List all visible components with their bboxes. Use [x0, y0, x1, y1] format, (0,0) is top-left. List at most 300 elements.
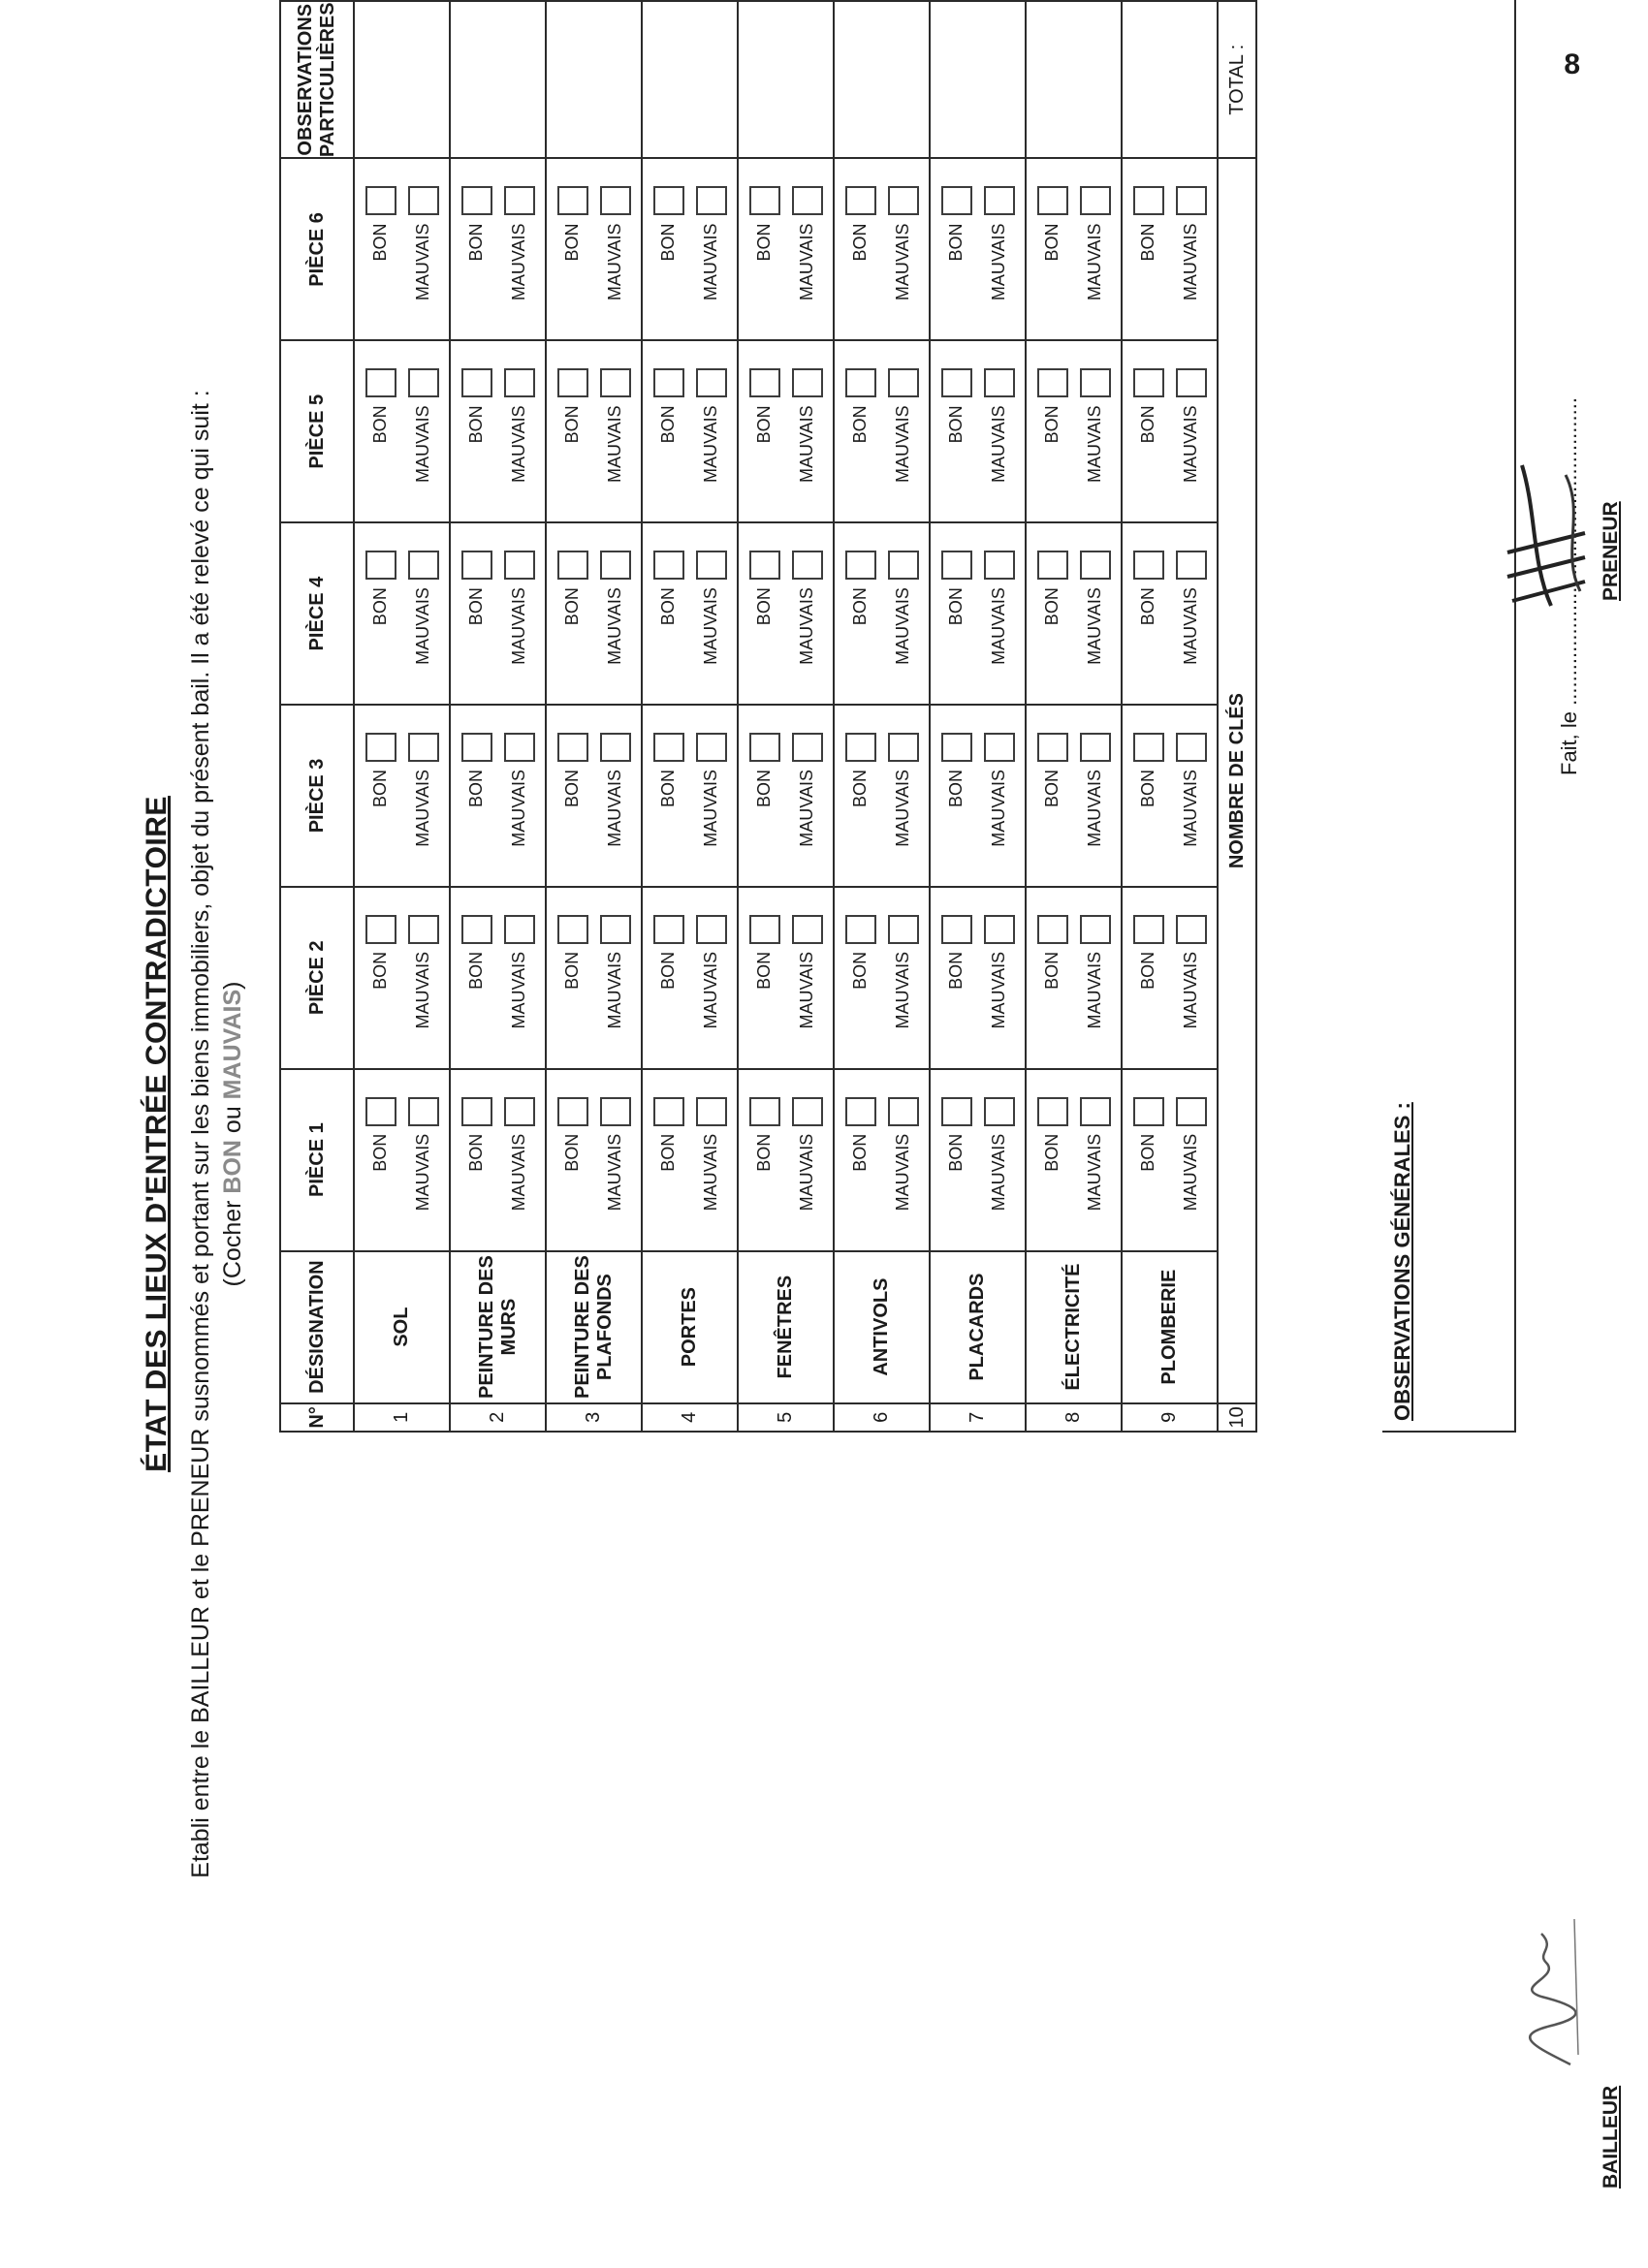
observations-cell[interactable] — [354, 1, 450, 158]
checkbox-bon[interactable] — [653, 915, 684, 944]
checkbox-bon[interactable] — [749, 915, 780, 944]
keys-row — [1218, 1, 1256, 1432]
piece-options — [456, 1070, 541, 1250]
checkbox-bon[interactable] — [557, 915, 588, 944]
option-label: MAUVAIS — [1181, 1133, 1200, 1212]
option-bon — [552, 341, 594, 521]
checkbox-bon[interactable] — [1037, 915, 1068, 944]
checkbox-mauvais[interactable] — [696, 1097, 727, 1126]
piece-options — [648, 159, 733, 339]
option-label: MAUVAIS — [989, 405, 1008, 484]
checkbox-bon[interactable] — [557, 733, 588, 762]
piece-cell — [834, 1069, 930, 1251]
checkbox-mauvais[interactable] — [600, 186, 631, 215]
option-bon — [648, 159, 690, 339]
option-bon — [648, 1070, 690, 1250]
piece-options — [1031, 159, 1117, 339]
piece-options — [456, 706, 541, 886]
option-label: MAUVAIS — [797, 770, 816, 847]
checkbox-mauvais[interactable] — [888, 733, 919, 762]
piece-cell — [450, 1069, 546, 1251]
piece-cell — [1122, 340, 1218, 522]
checkbox-bon[interactable] — [461, 368, 492, 397]
piece-options — [1031, 888, 1117, 1068]
option-label: MAUVAIS — [1085, 587, 1104, 665]
option-label: BON — [1042, 223, 1062, 262]
option-bon — [1127, 888, 1170, 1068]
option-mauvais — [402, 1070, 445, 1250]
piece-cell — [930, 158, 1026, 340]
checkbox-mauvais[interactable] — [1080, 186, 1111, 215]
option-bon — [360, 159, 402, 339]
form-heading — [141, 0, 247, 2268]
checkbox-mauvais[interactable] — [504, 915, 535, 944]
option-label: MAUVAIS — [1181, 405, 1200, 484]
checkbox-bon[interactable] — [653, 1097, 684, 1126]
piece-cell — [546, 1069, 642, 1251]
option-label: BON — [370, 770, 390, 808]
piece-options — [744, 159, 829, 339]
option-label: MAUVAIS — [989, 770, 1008, 847]
checkbox-bon[interactable] — [461, 733, 492, 762]
checkbox-mauvais[interactable] — [1176, 915, 1207, 944]
piece-cell — [1122, 158, 1218, 340]
checkbox-mauvais[interactable] — [504, 368, 535, 397]
piece-options — [840, 159, 925, 339]
checkbox-mauvais[interactable] — [504, 186, 535, 215]
checkbox-mauvais[interactable] — [504, 733, 535, 762]
option-mauvais — [690, 523, 733, 704]
checkbox-bon[interactable] — [1133, 551, 1164, 580]
row-number: 7 — [930, 1403, 1026, 1432]
checkbox-bon[interactable] — [461, 1097, 492, 1126]
option-mauvais — [498, 1070, 541, 1250]
piece-options — [456, 888, 541, 1068]
checkbox-bon[interactable] — [557, 368, 588, 397]
checkbox-bon[interactable] — [845, 551, 876, 580]
option-bon — [840, 1070, 882, 1250]
option-label: MAUVAIS — [509, 405, 528, 484]
checkbox-bon[interactable] — [365, 551, 396, 580]
option-label: BON — [658, 223, 678, 262]
piece-options — [744, 888, 829, 1068]
piece-cell — [450, 705, 546, 887]
option-bon — [744, 341, 786, 521]
checkbox-mauvais[interactable] — [600, 551, 631, 580]
option-bon — [360, 341, 402, 521]
option-label: BON — [658, 770, 678, 808]
checkbox-mauvais[interactable] — [888, 551, 919, 580]
row-number: 3 — [546, 1403, 642, 1432]
instruction-prefix: (Cocher — [219, 1193, 246, 1287]
checkbox-bon[interactable] — [365, 1097, 396, 1126]
checkbox-mauvais[interactable] — [792, 186, 823, 215]
option-mauvais — [882, 1070, 925, 1250]
checkbox-bon[interactable] — [941, 368, 972, 397]
checkbox-mauvais[interactable] — [408, 186, 439, 215]
piece-options — [1031, 523, 1117, 704]
general-observations-label: OBSERVATIONS GÉNÉRALES : — [1390, 1102, 1414, 1421]
option-mauvais — [594, 1070, 637, 1250]
option-mauvais — [1074, 706, 1117, 886]
piece-options — [456, 341, 541, 521]
intro-text: Etabli entre le BAILLEUR et le PRENEUR susnommés et portant sur les biens immobiliers, objet du présent bail. Il a été relevé ce qui suit : — [187, 390, 214, 1878]
piece-options — [552, 523, 637, 704]
observations-cell[interactable] — [1122, 1, 1218, 158]
piece-cell — [1122, 705, 1218, 887]
option-mauvais — [978, 706, 1021, 886]
checkbox-mauvais[interactable] — [1080, 368, 1111, 397]
option-label: MAUVAIS — [605, 1133, 624, 1212]
option-mauvais — [978, 341, 1021, 521]
instruction-suffix: ) — [219, 981, 246, 990]
checkbox-mauvais[interactable] — [1176, 1097, 1207, 1126]
checkbox-bon[interactable] — [941, 1097, 972, 1126]
option-label: BON — [754, 770, 774, 808]
date-line: Fait, le .................................................... — [1557, 397, 1581, 775]
option-bon — [456, 523, 498, 704]
checkbox-bon[interactable] — [845, 1097, 876, 1126]
option-mauvais — [1170, 706, 1213, 886]
checkbox-bon[interactable] — [557, 1097, 588, 1126]
option-bon — [456, 159, 498, 339]
option-label: BON — [1138, 223, 1157, 262]
checkbox-mauvais[interactable] — [504, 551, 535, 580]
option-bon — [840, 888, 882, 1068]
option-label: BON — [754, 951, 774, 990]
option-label: MAUVAIS — [797, 1133, 816, 1212]
piece-options — [935, 341, 1021, 521]
row-designation: PLACARDS — [930, 1251, 1026, 1403]
option-label: MAUVAIS — [893, 951, 912, 1029]
document-title: ÉTAT DES LIEUX D'ENTRÉE CONTRADICTOIRE — [141, 796, 173, 1472]
piece-options — [840, 523, 925, 704]
checkbox-bon[interactable] — [1133, 368, 1164, 397]
checkbox-bon[interactable] — [1133, 186, 1164, 215]
option-label: MAUVAIS — [701, 223, 720, 301]
option-label: MAUVAIS — [413, 587, 432, 665]
piece-options — [1127, 1070, 1213, 1250]
header-no: N° — [280, 1403, 354, 1432]
option-label: BON — [754, 223, 774, 262]
checkbox-bon[interactable] — [749, 1097, 780, 1126]
checkbox-mauvais[interactable] — [888, 1097, 919, 1126]
option-label: MAUVAIS — [509, 1133, 528, 1212]
option-label: MAUVAIS — [1085, 1133, 1104, 1212]
checkbox-bon[interactable] — [749, 368, 780, 397]
checkbox-mauvais[interactable] — [696, 368, 727, 397]
checkbox-mauvais[interactable] — [504, 1097, 535, 1126]
preneur-signature-icon — [1493, 446, 1600, 620]
checkbox-bon[interactable] — [1037, 733, 1068, 762]
checkbox-bon[interactable] — [557, 551, 588, 580]
option-mauvais — [690, 1070, 733, 1250]
checkbox-mauvais[interactable] — [1080, 733, 1111, 762]
checkbox-mauvais[interactable] — [888, 368, 919, 397]
option-label: MAUVAIS — [413, 405, 432, 484]
option-bon — [1031, 1070, 1074, 1250]
checkbox-bon[interactable] — [461, 551, 492, 580]
option-label: BON — [850, 405, 870, 444]
checkbox-bon[interactable] — [1133, 733, 1164, 762]
observations-cell[interactable] — [930, 1, 1026, 158]
checkbox-mauvais[interactable] — [888, 186, 919, 215]
table-row — [930, 1, 1026, 1432]
option-label: BON — [850, 770, 870, 808]
checkbox-bon[interactable] — [365, 186, 396, 215]
option-mauvais — [882, 523, 925, 704]
piece-options — [744, 706, 829, 886]
option-label: BON — [754, 405, 774, 444]
checkbox-mauvais[interactable] — [408, 368, 439, 397]
checkbox-bon[interactable] — [749, 186, 780, 215]
option-label: MAUVAIS — [1181, 951, 1200, 1029]
checkbox-bon[interactable] — [1037, 1097, 1068, 1126]
piece-options — [840, 341, 925, 521]
checkbox-bon[interactable] — [1133, 915, 1164, 944]
checkbox-bon[interactable] — [941, 733, 972, 762]
checkbox-mauvais[interactable] — [984, 733, 1015, 762]
row-number: 4 — [642, 1403, 738, 1432]
option-mauvais — [786, 341, 829, 521]
table-row — [354, 1, 450, 1432]
checkbox-bon[interactable] — [1037, 551, 1068, 580]
option-label: MAUVAIS — [1181, 770, 1200, 847]
checkbox-mauvais[interactable] — [600, 1097, 631, 1126]
checkbox-mauvais[interactable] — [984, 368, 1015, 397]
observations-cell[interactable] — [738, 1, 834, 158]
row-designation: ÉLECTRICITÉ — [1026, 1251, 1122, 1403]
instruction-middle: ou — [219, 1099, 246, 1141]
piece-cell — [738, 1069, 834, 1251]
option-bon — [935, 1070, 978, 1250]
header-observations: OBSERVATIONS PARTICULIÈRES — [280, 1, 354, 158]
row-number: 1 — [354, 1403, 450, 1432]
option-bon — [935, 523, 978, 704]
observations-cell[interactable] — [642, 1, 738, 158]
checkbox-bon[interactable] — [749, 551, 780, 580]
option-label: MAUVAIS — [509, 223, 528, 301]
checkbox-mauvais[interactable] — [408, 551, 439, 580]
option-label: BON — [1042, 405, 1062, 444]
checkbox-bon[interactable] — [461, 915, 492, 944]
piece-options — [935, 1070, 1021, 1250]
option-mauvais — [978, 523, 1021, 704]
checkbox-mauvais[interactable] — [408, 733, 439, 762]
checkbox-mauvais[interactable] — [984, 915, 1015, 944]
checkbox-bon[interactable] — [845, 915, 876, 944]
option-label: MAUVAIS — [893, 223, 912, 301]
checkbox-mauvais[interactable] — [792, 915, 823, 944]
checkbox-bon[interactable] — [461, 186, 492, 215]
option-mauvais — [690, 159, 733, 339]
option-label: MAUVAIS — [701, 770, 720, 847]
piece-options — [744, 341, 829, 521]
piece-options — [648, 888, 733, 1068]
checkbox-bon[interactable] — [845, 186, 876, 215]
observations-cell[interactable] — [450, 1, 546, 158]
option-mauvais — [498, 888, 541, 1068]
option-bon — [1127, 341, 1170, 521]
checkbox-bon[interactable] — [653, 733, 684, 762]
checkbox-mauvais[interactable] — [888, 915, 919, 944]
checkbox-bon[interactable] — [653, 368, 684, 397]
observations-cell[interactable] — [546, 1, 642, 158]
piece-cell — [450, 158, 546, 340]
option-label: BON — [850, 223, 870, 262]
piece-cell — [642, 887, 738, 1069]
checkbox-mauvais[interactable] — [600, 915, 631, 944]
checkbox-bon[interactable] — [653, 551, 684, 580]
row-number: 9 — [1122, 1403, 1218, 1432]
piece-cell — [1026, 887, 1122, 1069]
keys-label: NOMBRE DE CLÉS — [1218, 158, 1256, 1402]
checkbox-mauvais[interactable] — [408, 1097, 439, 1126]
piece-cell — [834, 705, 930, 887]
checkbox-bon[interactable] — [653, 186, 684, 215]
observations-cell[interactable] — [1026, 1, 1122, 158]
checkbox-bon[interactable] — [365, 368, 396, 397]
checkbox-mauvais[interactable] — [696, 915, 727, 944]
option-label: MAUVAIS — [1085, 770, 1104, 847]
piece-cell — [738, 158, 834, 340]
option-mauvais — [1170, 159, 1213, 339]
checkbox-mauvais[interactable] — [792, 368, 823, 397]
checkbox-bon[interactable] — [1037, 186, 1068, 215]
checkbox-mauvais[interactable] — [984, 551, 1015, 580]
checkbox-mauvais[interactable] — [792, 733, 823, 762]
piece-cell — [834, 522, 930, 705]
option-label: MAUVAIS — [605, 223, 624, 301]
piece-cell — [1026, 158, 1122, 340]
option-mauvais — [1170, 888, 1213, 1068]
checkbox-bon[interactable] — [1037, 368, 1068, 397]
piece-cell — [738, 340, 834, 522]
option-label: MAUVAIS — [413, 223, 432, 301]
checkbox-mauvais[interactable] — [1176, 733, 1207, 762]
checkbox-bon[interactable] — [941, 915, 972, 944]
checkbox-bon[interactable] — [749, 733, 780, 762]
option-mauvais — [1170, 523, 1213, 704]
checkbox-mauvais[interactable] — [1080, 551, 1111, 580]
checkbox-bon[interactable] — [845, 368, 876, 397]
checkbox-mauvais[interactable] — [1176, 551, 1207, 580]
piece-cell — [738, 887, 834, 1069]
option-label: MAUVAIS — [893, 1133, 912, 1212]
checkbox-bon[interactable] — [557, 186, 588, 215]
checkbox-mauvais[interactable] — [1176, 186, 1207, 215]
piece-options — [840, 888, 925, 1068]
option-label: BON — [658, 1133, 678, 1172]
option-bon — [1031, 706, 1074, 886]
option-label: MAUVAIS — [605, 770, 624, 847]
general-observations-block[interactable] — [1382, 0, 1516, 1433]
piece-cell — [930, 340, 1026, 522]
option-bon — [1031, 159, 1074, 339]
piece-options — [935, 706, 1021, 886]
option-mauvais — [498, 341, 541, 521]
checkbox-bon[interactable] — [941, 551, 972, 580]
checkbox-mauvais[interactable] — [984, 186, 1015, 215]
header-designation: DÉSIGNATION — [280, 1251, 354, 1403]
checkbox-mauvais[interactable] — [1176, 368, 1207, 397]
checkbox-mauvais[interactable] — [984, 1097, 1015, 1126]
piece-options — [552, 341, 637, 521]
option-label: BON — [1042, 587, 1062, 626]
checkbox-mauvais[interactable] — [408, 915, 439, 944]
option-bon — [648, 523, 690, 704]
option-mauvais — [498, 159, 541, 339]
checkbox-mauvais[interactable] — [1080, 915, 1111, 944]
row-number: 5 — [738, 1403, 834, 1432]
piece-options — [456, 523, 541, 704]
piece-cell — [450, 522, 546, 705]
checkbox-bon[interactable] — [845, 733, 876, 762]
option-mauvais — [690, 706, 733, 886]
checkbox-bon[interactable] — [365, 733, 396, 762]
option-mauvais — [1074, 341, 1117, 521]
option-label: BON — [850, 587, 870, 626]
option-label: BON — [850, 1133, 870, 1172]
checkbox-mauvais[interactable] — [696, 186, 727, 215]
option-mauvais — [1074, 1070, 1117, 1250]
checkbox-mauvais[interactable] — [696, 551, 727, 580]
observations-cell[interactable] — [834, 1, 930, 158]
checkbox-mauvais[interactable] — [792, 1097, 823, 1126]
option-label: BON — [370, 405, 390, 444]
piece-cell — [738, 705, 834, 887]
checkbox-mauvais[interactable] — [600, 368, 631, 397]
checkbox-mauvais[interactable] — [792, 551, 823, 580]
piece-cell — [1122, 522, 1218, 705]
piece-cell — [354, 705, 450, 887]
header-piece-2: PIÈCE 2 — [280, 887, 354, 1069]
piece-cell — [642, 522, 738, 705]
piece-options — [360, 888, 445, 1068]
option-mauvais — [594, 888, 637, 1068]
option-label: MAUVAIS — [893, 405, 912, 484]
option-label: BON — [1138, 1133, 1157, 1172]
row-number: 2 — [450, 1403, 546, 1432]
option-label: BON — [754, 1133, 774, 1172]
option-bon — [648, 888, 690, 1068]
header-piece-6: PIÈCE 6 — [280, 158, 354, 340]
checkbox-mauvais[interactable] — [600, 733, 631, 762]
keys-total[interactable]: TOTAL : — [1218, 1, 1256, 158]
piece-options — [1031, 341, 1117, 521]
piece-cell — [546, 887, 642, 1069]
checkbox-mauvais[interactable] — [696, 733, 727, 762]
piece-options — [1031, 1070, 1117, 1250]
piece-cell — [1122, 1069, 1218, 1251]
checkbox-bon[interactable] — [365, 915, 396, 944]
piece-cell — [354, 1069, 450, 1251]
option-bon — [744, 1070, 786, 1250]
checkbox-bon[interactable] — [1133, 1097, 1164, 1126]
piece-options — [935, 523, 1021, 704]
option-label: BON — [1138, 587, 1157, 626]
option-bon — [1127, 159, 1170, 339]
option-label: MAUVAIS — [989, 223, 1008, 301]
option-label: MAUVAIS — [701, 405, 720, 484]
piece-options — [840, 1070, 925, 1250]
checkbox-mauvais[interactable] — [1080, 1097, 1111, 1126]
option-bon — [1127, 1070, 1170, 1250]
option-label: BON — [370, 951, 390, 990]
option-label: MAUVAIS — [1085, 223, 1104, 301]
option-label: BON — [370, 223, 390, 262]
checkbox-bon[interactable] — [941, 186, 972, 215]
